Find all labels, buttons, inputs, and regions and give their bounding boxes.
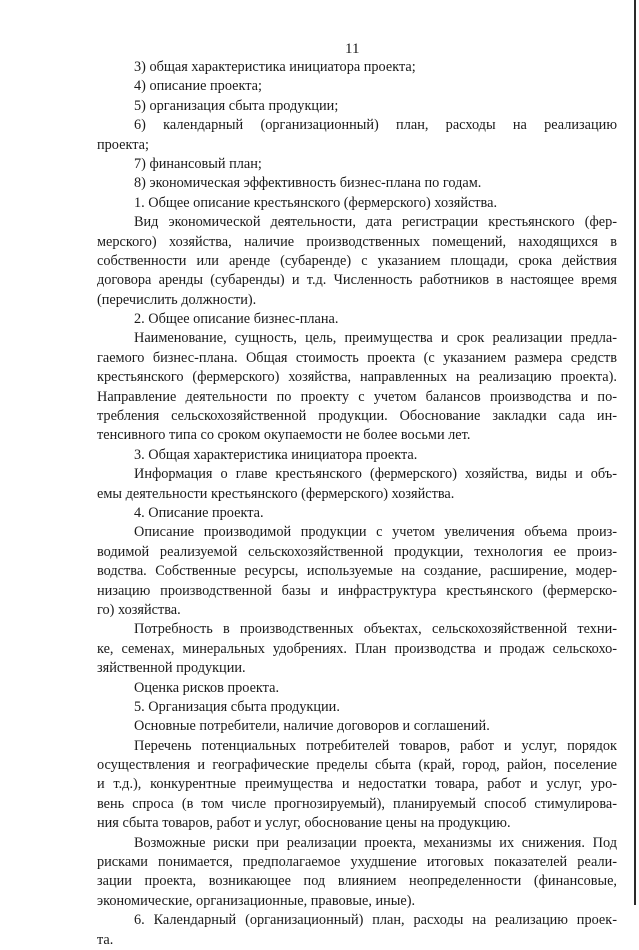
text-line: (перечислить должности). bbox=[97, 291, 257, 308]
text-line: собственности или аренде (субаренде) с указанием площади, срока действия bbox=[97, 252, 617, 269]
text-line: экономические, организационные, правовые, иные). bbox=[97, 892, 416, 909]
text-line: Наименование, сущность, цель, преимущества и срок реализации предла- bbox=[134, 330, 617, 347]
text-line: тенсивного типа со сроком окупаемости не более восьми лет. bbox=[97, 427, 471, 444]
text-line: 7) финансовый план; bbox=[134, 155, 262, 172]
text-line: Перечень потенциальных потребителей товаров, работ и услуг, порядок bbox=[134, 737, 617, 754]
text-line: и т.д.), конкурентные преимущества и недостатки товара, работ и услуг, уро- bbox=[97, 776, 617, 793]
text-line: го) хозяйства. bbox=[97, 601, 181, 618]
text-line: 5) организация сбыта продукции; bbox=[134, 97, 339, 114]
document-body bbox=[97, 58, 617, 950]
text-line: 6. Календарный (организационный) план, расходы на реализацию проек- bbox=[134, 912, 617, 929]
text-line: Возможные риски при реализации проекта, механизмы их снижения. Под bbox=[134, 834, 617, 851]
text-line: 3) общая характеристика инициатора проекта; bbox=[134, 59, 416, 75]
text-line: 1. Общее описание крестьянского (фермерского) хозяйства. bbox=[134, 194, 498, 211]
text-line: договора аренды (субаренды) и т.д. Численность работников в настоящее время bbox=[97, 272, 617, 289]
page-number: 11 bbox=[345, 41, 360, 57]
text-line: 6) календарный (организационный) план, расходы на реализацию bbox=[134, 117, 617, 134]
text-line: водимой реализуемой сельскохозяйственной продукции, технология ее произ- bbox=[97, 543, 617, 560]
text-line: зации проекта, возникающее под влиянием неопределенности (финансовые, bbox=[97, 873, 617, 890]
text-line: осуществления и географические пределы сбыта (край, город, район, поселение bbox=[97, 757, 617, 774]
text-line: 2. Общее описание бизнес-плана. bbox=[134, 311, 339, 328]
text-line: Вид экономической деятельности, дата регистрации крестьянского (фер- bbox=[134, 214, 617, 231]
text-line: та. bbox=[97, 931, 114, 948]
text-line: гаемого бизнес-плана. Общая стоимость проекта (с указанием размера средств bbox=[97, 349, 617, 366]
text-line: 3. Общая характеристика инициатора проекта. bbox=[134, 446, 418, 463]
text-line: емы деятельности крестьянского (фермерского) хозяйства. bbox=[97, 485, 455, 502]
text-line: Направление деятельности по проекту с учетом балансов производства и по- bbox=[97, 388, 617, 405]
text-line: 4. Описание проекта. bbox=[134, 504, 264, 521]
text-line: ния сбыта товаров, работ и услуг, обоснование цены на продукцию. bbox=[97, 815, 511, 832]
text-line: Описание производимой продукции с учетом увеличения объема произ- bbox=[134, 524, 617, 541]
text-line: требления сельскохозяйственной продукции. Обоснование закладки сада ин- bbox=[97, 408, 617, 425]
text-line: мерского) хозяйства, наличие производственных помещений, находящихся в bbox=[97, 233, 617, 250]
text-line: низацию производственной базы и инфраструктура крестьянского (фермерско- bbox=[97, 582, 617, 599]
text-line: проекта; bbox=[97, 136, 149, 153]
text-line: ке, семенах, минеральных удобрениях. План производства и продаж сельскохо- bbox=[97, 640, 617, 657]
text-line: 4) описание проекта; bbox=[134, 78, 262, 95]
page-edge-line bbox=[634, 0, 636, 905]
text-line: 5. Организация сбыта продукции. bbox=[134, 698, 340, 715]
text-line: 8) экономическая эффективность бизнес-плана по годам. bbox=[134, 175, 482, 192]
text-line: Информация о главе крестьянского (фермерского) хозяйства, виды и объ- bbox=[134, 466, 617, 483]
text-line: зяйственной продукции. bbox=[97, 660, 246, 677]
text-line: Основные потребители, наличие договоров и соглашений. bbox=[134, 718, 490, 735]
text-line: водства. Собственные ресурсы, используемые на создание, расширение, модер- bbox=[97, 563, 617, 580]
text-line: Потребность в производственных объектах, сельскохозяйственной техни- bbox=[134, 621, 617, 638]
text-line: вень спроса (в том числе прогнозируемый), планируемый способ стимулирова- bbox=[97, 795, 617, 812]
text-line: рисками понимается, предполагаемое ухудшение итоговых показателей реали- bbox=[97, 854, 617, 871]
text-line: крестьянского (фермерского) хозяйства, направленных на реализацию проекта). bbox=[97, 369, 617, 386]
text-line: Оценка рисков проекта. bbox=[134, 679, 280, 696]
